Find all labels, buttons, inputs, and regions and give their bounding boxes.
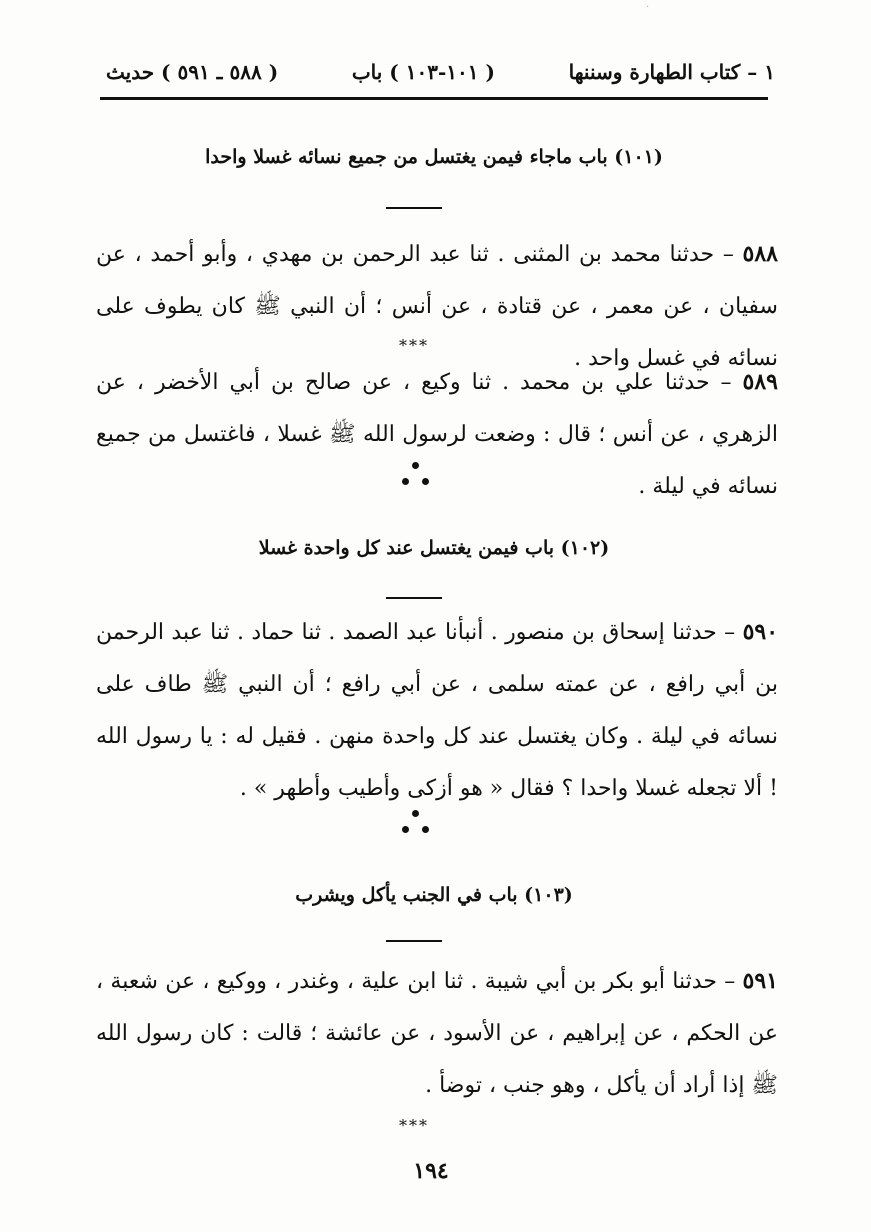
chapter-heading-101: (١٠١) باب ماجاء فيمن يغتسل من جميع نسائه غسلا واحدا	[205, 146, 663, 168]
hadith-589	[96, 356, 778, 513]
page-number: ١٩٤	[413, 1158, 449, 1184]
hadith-text: – حدثنا علي بن محمد . ثنا وكيع ، عن صالح بن أبي الأخضر ، عن الزهري ، عن أنس ؛ قال : وضعت لرسول الله ﷺ غسلا ، فاغتسل من جميع نسائه في ليلة .	[96, 370, 778, 499]
running-head-book: ١ – كتاب الطهارة وسننها	[568, 60, 775, 84]
running-head-chapters: ( ١٠١-١٠٣ ) باب	[351, 60, 495, 84]
hadith-590	[96, 606, 778, 815]
section-ornament	[396, 810, 436, 844]
hadith-text: – حدثنا أبو بكر بن أبي شيبة . ثنا ابن علية ، وغندر ، ووكيع ، عن شعبة ، عن الحكم ، عن إبراهيم ، عن الأسود ، عن عائشة ؛ قالت : كان رسول الله ﷺ إذا أراد أن يأكل ، وهو جنب ، توضأ .	[96, 969, 778, 1098]
stars-separator: ***	[399, 1116, 429, 1135]
heading-underline	[386, 597, 442, 599]
hadith-text: – حدثنا محمد بن المثنى . ثنا عبد الرحمن بن مهدي ، وأبو أحمد ، عن سفيان ، عن معمر ، عن قتادة ، عن أنس ؛ أن النبي ﷺ كان يطوف على نسائه في غسل واحد .	[96, 242, 778, 371]
hadith-591	[96, 955, 778, 1112]
hadith-number: ٥٩١	[742, 968, 778, 994]
hadith-number: ٥٨٨	[742, 241, 778, 267]
running-head-hadith-range: ( ٥٨٨ ـ ٥٩١ ) حديث	[106, 60, 279, 84]
section-ornament	[396, 462, 436, 496]
header-rule	[100, 97, 768, 100]
running-head	[106, 52, 775, 92]
scan-speck: ·	[646, 2, 650, 13]
chapter-heading-102: (١٠٢) باب فيمن يغتسل عند كل واحدة غسلا	[258, 537, 610, 559]
heading-underline	[386, 207, 442, 209]
hadith-number: ٥٩٠	[742, 619, 779, 645]
hadith-number: ٥٨٩	[742, 369, 778, 395]
heading-underline	[386, 940, 442, 942]
stars-separator: ***	[399, 336, 429, 355]
hadith-text: – حدثنا إسحاق بن منصور . أنبأنا عبد الصمد . ثنا حماد . ثنا عبد الرحمن بن أبي رافع ، عن عمته سلمى ، عن أبي رافع ؛ أن النبي ﷺ طاف على نسائه في ليلة . وكان يغتسل عند كل واحدة منهن . فقيل له : يا رسول الله ! ألا تجعله غسلا واحدا ؟ فقال « هو أزكى وأطيب وأطهر » .	[96, 620, 778, 801]
chapter-heading-103: (١٠٣) باب في الجنب يأكل ويشرب	[295, 884, 573, 906]
